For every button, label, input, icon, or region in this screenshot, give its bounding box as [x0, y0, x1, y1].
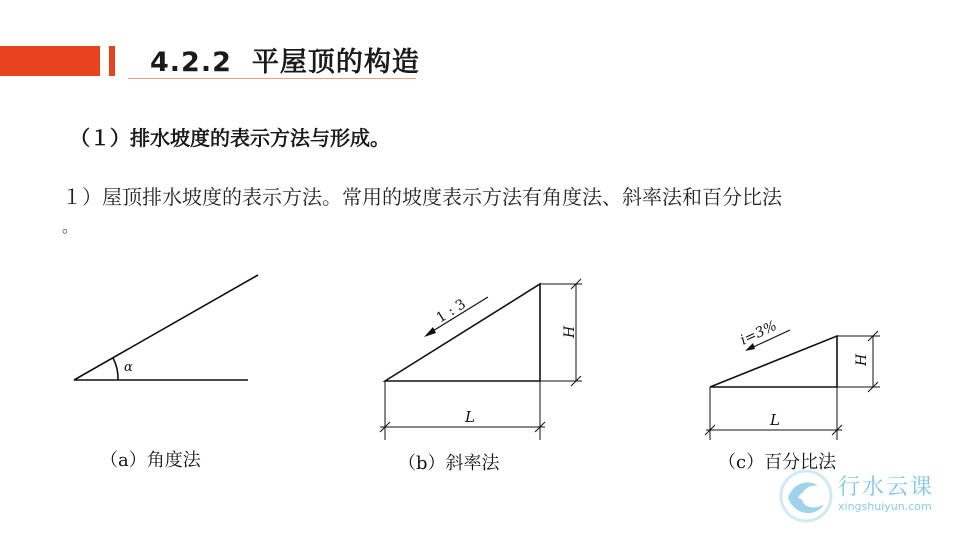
section-heading: （１）排水坡度的表示方法与形成。	[70, 126, 390, 150]
paragraph-line-1: １）屋顶排水坡度的表示方法。常用的坡度表示方法有角度法、斜率法和百分比法	[62, 185, 782, 209]
watermark-domain: xingshuiyun.com	[838, 500, 932, 513]
section-number: 4.2.2	[150, 47, 232, 78]
figure-c-percentage-method	[705, 330, 880, 440]
fig-c-height-label: H	[854, 353, 870, 366]
fig-a-slope-line	[74, 275, 258, 380]
paragraph-line-2: 。	[62, 217, 79, 236]
header-underline	[128, 78, 416, 79]
header-accent-bar	[0, 46, 100, 76]
figure-b-slope-ratio-method	[380, 279, 582, 440]
fig-b-length-label: L	[465, 408, 475, 426]
watermark-name: 行水云课	[838, 475, 935, 500]
header-accent-tick	[109, 46, 115, 76]
page-title	[150, 40, 420, 79]
fig-c-slope-label: i=3%	[737, 317, 780, 349]
fig-b-height-label: H	[562, 325, 578, 338]
slope-diagrams	[0, 250, 960, 450]
caption-percentage-method: （c）百分比法	[718, 452, 837, 473]
fig-b-arrowhead	[424, 327, 436, 337]
caption-angle-method: （a）角度法	[100, 450, 201, 471]
watermark	[778, 466, 948, 526]
caption-slope-ratio-method: （b）斜率法	[398, 453, 500, 474]
figure-a-angle-method	[74, 275, 258, 380]
fig-b-slope-label: 1 : 3	[433, 296, 469, 327]
fig-b-triangle	[385, 284, 540, 381]
fig-c-length-label: L	[770, 411, 780, 429]
fig-c-triangle	[710, 336, 837, 387]
fig-a-angle-arc	[113, 358, 118, 380]
section-title: 平屋顶的构造	[251, 47, 420, 78]
fig-a-angle-label: α	[124, 360, 133, 375]
wave-logo-icon	[778, 468, 834, 524]
